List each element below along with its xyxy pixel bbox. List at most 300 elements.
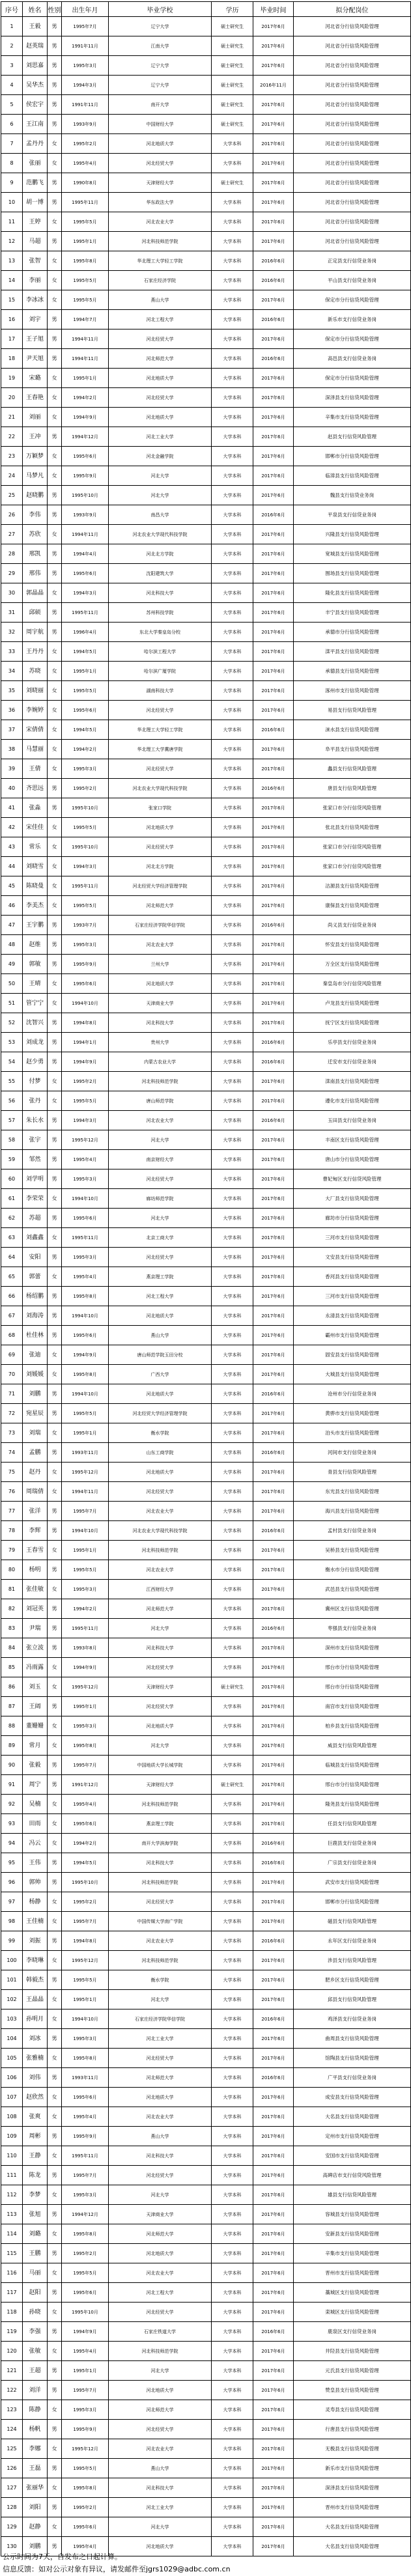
table-row	[1, 290, 411, 310]
gender-cell: 男	[48, 1638, 62, 1658]
gender-cell: 男	[48, 1052, 62, 1072]
degree-cell: 大学本科	[212, 1169, 253, 1189]
gender-cell: 男	[48, 173, 62, 193]
school-cell: 河北科技师范学院	[109, 1873, 212, 1892]
name-cell: 赵维	[23, 935, 48, 955]
grad-date-cell: 2017年6月	[253, 56, 294, 76]
degree-cell: 大学本科	[212, 1423, 253, 1443]
post-cell: 魏县支行信贷业务岗	[294, 486, 411, 505]
grad-date-cell: 2017年6月	[253, 1580, 294, 1599]
name-cell: 刘鹏	[23, 1384, 48, 1404]
birth-cell: 1995年2月	[62, 134, 109, 154]
table-body	[1, 17, 411, 2556]
post-cell: 东光县支行信贷风险管理	[294, 1482, 411, 1502]
name-cell: 王毅	[23, 17, 48, 36]
birth-cell: 1995年9月	[62, 2127, 109, 2146]
birth-cell: 1995年5月	[62, 2263, 109, 2283]
gender-cell: 男	[48, 1853, 62, 1873]
grad-date-cell: 2017年6月	[253, 1814, 294, 1834]
grad-date-cell: 2017年6月	[253, 994, 294, 1013]
name-cell: 尹瑞	[23, 1619, 48, 1638]
degree-cell: 大学本科	[212, 2185, 253, 2205]
grad-date-cell: 2017年6月	[253, 2244, 294, 2263]
table-row	[1, 1384, 411, 1404]
degree-cell: 大学本科	[212, 2400, 253, 2420]
degree-cell: 大学本科	[212, 837, 253, 857]
birth-cell: 1995年8月	[62, 2049, 109, 2068]
birth-cell: 1994年11月	[62, 329, 109, 349]
degree-cell: 大学本科	[212, 1150, 253, 1169]
post-cell: 武安市支行信贷风险管理	[294, 1873, 411, 1892]
name-cell: 杜佳林	[23, 1326, 48, 1345]
table-row	[1, 2459, 411, 2478]
post-cell: 迁安市支行信贷业务岗	[294, 1052, 411, 1072]
school-cell: 河北经贸大学	[109, 759, 212, 779]
name-cell: 王磊	[23, 2459, 48, 2478]
birth-cell: 1994年2月	[62, 1834, 109, 1853]
degree-cell: 大学本科	[212, 2224, 253, 2244]
school-cell: 河北科技大学	[109, 1853, 212, 1873]
grad-date-cell: 2016年6月	[253, 1834, 294, 1853]
grad-date-cell: 2017年6月	[253, 447, 294, 466]
birth-cell: 1995年6月	[62, 1814, 109, 1834]
grad-date-cell: 2017年6月	[253, 876, 294, 896]
gender-cell: 男	[48, 955, 62, 974]
birth-cell: 1994年3月	[62, 583, 109, 603]
name-cell: 韩毅杰	[23, 1970, 48, 1990]
name-cell: 常乐	[23, 837, 48, 857]
grad-date-cell: 2017年6月	[253, 329, 294, 349]
seq-cell: 63	[1, 1228, 23, 1248]
post-cell: 阜平县支行信贷风险管理	[294, 740, 411, 759]
post-cell: 安国市支行信贷风险管理	[294, 2146, 411, 2166]
birth-cell: 1995年6月	[62, 2517, 109, 2537]
grad-date-cell: 2017年6月	[253, 818, 294, 837]
birth-cell: 1995年1月	[62, 1990, 109, 2009]
birth-cell: 1994年2月	[62, 388, 109, 408]
birth-cell: 1991年11月	[62, 36, 109, 56]
seq-cell: 48	[1, 935, 23, 955]
gender-cell: 男	[48, 17, 62, 36]
seq-cell: 118	[1, 2303, 23, 2322]
grad-date-cell: 2016年6月	[253, 1033, 294, 1052]
name-cell: 张宇	[23, 1130, 48, 1150]
header-degree: 学历	[212, 2, 253, 17]
name-cell: 王晴	[23, 974, 48, 994]
grad-date-cell: 2017年6月	[253, 1677, 294, 1697]
table-row	[1, 2205, 411, 2224]
table-row	[1, 1599, 411, 1619]
table-row	[1, 1834, 411, 1853]
birth-cell: 1995年4月	[62, 2342, 109, 2361]
post-cell: 孟村县支行信贷业务岗	[294, 1521, 411, 1541]
gender-cell: 女	[48, 857, 62, 876]
name-cell: 刘思嘉	[23, 56, 48, 76]
name-cell: 陈静	[23, 2400, 48, 2420]
birth-cell: 1995年1月	[62, 232, 109, 251]
birth-cell: 1995年2月	[62, 1072, 109, 1091]
birth-cell: 1995年10月	[62, 1873, 109, 1892]
table-row	[1, 1502, 411, 1521]
post-cell: 涿州市支行信贷风险管理	[294, 681, 411, 701]
post-cell: 辛集市支行信贷风险管理	[294, 2244, 411, 2263]
school-cell: 河北经贸大学经济管理学院	[109, 876, 212, 896]
gender-cell: 男	[48, 2068, 62, 2088]
school-cell: 唐山师范学院	[109, 1091, 212, 1111]
degree-cell: 大学本科	[212, 798, 253, 818]
birth-cell: 1993年11月	[62, 2068, 109, 2088]
degree-cell: 大学本科	[212, 1013, 253, 1033]
birth-cell: 1995年11月	[62, 193, 109, 212]
grad-date-cell: 2017年6月	[253, 1228, 294, 1248]
gender-cell: 女	[48, 212, 62, 232]
name-cell: 王超	[23, 2361, 48, 2381]
seq-cell: 14	[1, 271, 23, 290]
gender-cell: 女	[48, 1677, 62, 1697]
gender-cell: 女	[48, 1736, 62, 1756]
gender-cell: 女	[48, 759, 62, 779]
seq-cell: 106	[1, 2068, 23, 2088]
gender-cell: 男	[48, 544, 62, 564]
table-row	[1, 1033, 411, 1052]
degree-cell: 大学本科	[212, 2009, 253, 2029]
name-cell: 田雨	[23, 1814, 48, 1834]
table-row	[1, 388, 411, 408]
post-cell: 衡水市分行信贷风险管理	[294, 1560, 411, 1580]
post-cell: 武邑县支行信贷风险管理	[294, 1580, 411, 1599]
name-cell: 赵丹	[23, 1463, 48, 1482]
degree-cell: 大学本科	[212, 1091, 253, 1111]
seq-cell: 117	[1, 2283, 23, 2303]
grad-date-cell: 2017年6月	[253, 2381, 294, 2400]
name-cell: 王阔	[23, 1697, 48, 1716]
grad-date-cell: 2017年6月	[253, 2498, 294, 2517]
seq-cell: 64	[1, 1248, 23, 1267]
school-cell: 河北地质大学	[109, 1716, 212, 1736]
gender-cell: 男	[48, 1111, 62, 1130]
gender-cell: 男	[48, 1873, 62, 1892]
table-row	[1, 603, 411, 623]
degree-cell: 大学本科	[212, 2146, 253, 2166]
gender-cell: 女	[48, 525, 62, 544]
birth-cell: 1995年9月	[62, 2420, 109, 2439]
grad-date-cell: 2017年6月	[253, 36, 294, 56]
post-cell: 吴桥县支行信贷风险管理	[294, 1541, 411, 1560]
name-cell: 刘冰	[23, 2029, 48, 2049]
name-cell: 张丹	[23, 1091, 48, 1111]
degree-cell: 大学本科	[212, 955, 253, 974]
birth-cell: 1995年4月	[62, 154, 109, 173]
post-cell: 临漳县支行信贷风险管理	[294, 466, 411, 486]
birth-cell: 1994年11月	[62, 349, 109, 369]
degree-cell: 大学本科	[212, 1658, 253, 1677]
birth-cell: 1994年11月	[62, 525, 109, 544]
school-cell: 唐山师范学院玉田分校	[109, 1345, 212, 1365]
school-cell: 河北地质大学	[109, 134, 212, 154]
name-cell: 万颖梦	[23, 447, 48, 466]
birth-cell: 1995年7月	[62, 1502, 109, 1521]
seq-cell: 130	[1, 2537, 23, 2556]
name-cell: 王晶晶	[23, 1990, 48, 2009]
degree-cell: 大学本科	[212, 1267, 253, 1287]
post-cell: 容城县支行信贷风险管理	[294, 2205, 411, 2224]
grad-date-cell: 2016年6月	[253, 251, 294, 271]
gender-cell: 男	[48, 95, 62, 115]
school-cell: 石家庄经济学院华信学院	[109, 916, 212, 935]
degree-cell: 大学本科	[212, 1463, 253, 1482]
degree-cell: 大学本科	[212, 369, 253, 388]
grad-date-cell: 2017年6月	[253, 642, 294, 662]
gender-cell: 男	[48, 1756, 62, 1775]
post-cell: 晋州市支行信贷风险管理	[294, 2498, 411, 2517]
post-cell: 河北省分行信贷风险管理	[294, 56, 411, 76]
degree-cell: 大学本科	[212, 1834, 253, 1853]
degree-cell: 大学本科	[212, 1033, 253, 1052]
school-cell: 南开大学滨海学院	[109, 1834, 212, 1853]
seq-cell: 83	[1, 1619, 23, 1638]
name-cell: 杨明	[23, 1560, 48, 1580]
seq-cell: 119	[1, 2322, 23, 2342]
school-cell: 河北科技大学	[109, 2478, 212, 2498]
gender-cell: 女	[48, 2439, 62, 2459]
birth-cell: 1994年10月	[62, 994, 109, 1013]
school-cell: 东北大学秦皇岛分校	[109, 623, 212, 642]
name-cell: 冯雨露	[23, 1658, 48, 1677]
birth-cell: 1995年5月	[62, 271, 109, 290]
name-cell: 陈龙	[23, 2166, 48, 2185]
grad-date-cell: 2016年6月	[253, 720, 294, 740]
table-row	[1, 779, 411, 798]
birth-cell: 1995年1月	[62, 1697, 109, 1716]
table-row	[1, 818, 411, 837]
birth-cell: 1994年10月	[62, 1521, 109, 1541]
birth-cell: 1995年3月	[62, 1580, 109, 1599]
post-cell: 曲周县支行信贷风险管理	[294, 2029, 411, 2049]
school-cell: 河北科技师范学院	[109, 1072, 212, 1091]
grad-date-cell: 2017年6月	[253, 466, 294, 486]
degree-cell: 大学本科	[212, 1072, 253, 1091]
grad-date-cell: 2017年6月	[253, 154, 294, 173]
school-cell: 北京工商大学	[109, 1228, 212, 1248]
post-cell: 蠡县支行信贷风险管理	[294, 759, 411, 779]
degree-cell: 大学本科	[212, 486, 253, 505]
gender-cell: 女	[48, 1267, 62, 1287]
birth-cell: 1995年8月	[62, 2478, 109, 2498]
table-row	[1, 1228, 411, 1248]
seq-cell: 4	[1, 76, 23, 95]
name-cell: 张敏	[23, 2342, 48, 2361]
name-cell: 周彬	[23, 2127, 48, 2146]
name-cell: 刘玉	[23, 1677, 48, 1697]
grad-date-cell: 2017年6月	[253, 1209, 294, 1228]
school-cell: 燕山大学	[109, 2127, 212, 2146]
degree-cell: 大学本科	[212, 2029, 253, 2049]
seq-cell: 103	[1, 2009, 23, 2029]
gender-cell: 女	[48, 1463, 62, 1482]
degree-cell: 大学本科	[212, 2498, 253, 2517]
grad-date-cell: 2017年6月	[253, 427, 294, 447]
grad-date-cell: 2017年6月	[253, 1541, 294, 1560]
post-cell: 威县支行信贷风险管理	[294, 1736, 411, 1756]
school-cell: 苏州科技学院	[109, 603, 212, 623]
degree-cell: 大学本科	[212, 212, 253, 232]
seq-cell: 11	[1, 212, 23, 232]
name-cell: 宋佳佳	[23, 818, 48, 837]
gender-cell: 男	[48, 486, 62, 505]
table-row	[1, 1091, 411, 1111]
school-cell: 山东工商学院	[109, 1443, 212, 1463]
grad-date-cell: 2016年6月	[253, 1384, 294, 1404]
post-cell: 隆化县支行信贷风险管理	[294, 583, 411, 603]
gender-cell: 女	[48, 1658, 62, 1677]
table-row	[1, 329, 411, 349]
grad-date-cell: 2016年6月	[253, 916, 294, 935]
degree-cell: 大学本科	[212, 310, 253, 329]
school-cell: 河北农业大学	[109, 1560, 212, 1580]
degree-cell: 大学本科	[212, 779, 253, 798]
grad-date-cell: 2017年6月	[253, 2185, 294, 2205]
table-row	[1, 740, 411, 759]
school-cell: 河北地质大学	[109, 2088, 212, 2107]
name-cell: 侯宏宇	[23, 95, 48, 115]
seq-cell: 102	[1, 1990, 23, 2009]
grad-date-cell: 2017年6月	[253, 1697, 294, 1716]
gender-cell: 男	[48, 115, 62, 134]
name-cell: 赵英瑞	[23, 36, 48, 56]
gender-cell: 男	[48, 1287, 62, 1306]
name-cell: 王冲	[23, 427, 48, 447]
name-cell: 刘鑫鑫	[23, 1228, 48, 1248]
post-cell: 承德市分行信贷风险管理	[294, 623, 411, 642]
degree-cell: 硕士研究生	[212, 36, 253, 56]
grad-date-cell: 2016年6月	[253, 310, 294, 329]
name-cell: 刘学明	[23, 1169, 48, 1189]
school-cell: 河北经贸大学	[109, 329, 212, 349]
school-cell: 河北经贸大学	[109, 2303, 212, 2322]
seq-cell: 75	[1, 1463, 23, 1482]
table-row	[1, 1716, 411, 1736]
grad-date-cell: 2017年6月	[253, 1189, 294, 1209]
table-row	[1, 349, 411, 369]
degree-cell: 大学本科	[212, 1306, 253, 1326]
grad-date-cell: 2017年6月	[253, 1091, 294, 1111]
gender-cell: 女	[48, 818, 62, 837]
gender-cell: 女	[48, 2049, 62, 2068]
school-cell: 沈阳建筑大学	[109, 564, 212, 583]
grad-date-cell: 2017年6月	[253, 2303, 294, 2322]
gender-cell: 女	[48, 662, 62, 681]
birth-cell: 1995年1月	[62, 2361, 109, 2381]
gender-cell: 女	[48, 2400, 62, 2420]
grad-date-cell: 2017年6月	[253, 1345, 294, 1365]
gender-cell: 男	[48, 1502, 62, 1521]
school-cell: 燕山大学	[109, 2459, 212, 2478]
post-cell: 兴隆县支行信贷风险管理	[294, 525, 411, 544]
birth-cell: 1995年5月	[62, 1970, 109, 1990]
seq-cell: 88	[1, 1716, 23, 1736]
gender-cell: 女	[48, 1951, 62, 1970]
table-row	[1, 2400, 411, 2420]
table-row	[1, 1326, 411, 1345]
birth-cell: 1991年11月	[62, 95, 109, 115]
school-cell: 河北农业大学	[109, 1502, 212, 1521]
birth-cell: 1995年5月	[62, 818, 109, 837]
birth-cell: 1995年3月	[62, 1716, 109, 1736]
table-row	[1, 486, 411, 505]
school-cell: 贵州大学	[109, 1033, 212, 1052]
birth-cell: 1995年10月	[62, 2303, 109, 2322]
school-cell: 江南大学	[109, 36, 212, 56]
school-cell: 河北农业大学现代科技学院	[109, 779, 212, 798]
degree-cell: 大学本科	[212, 623, 253, 642]
table-row	[1, 1853, 411, 1873]
grad-date-cell: 2017年6月	[253, 1756, 294, 1775]
gender-cell: 男	[48, 1130, 62, 1150]
degree-cell: 硕士研究生	[212, 1775, 253, 1795]
table-row	[1, 1756, 411, 1775]
gender-cell: 男	[48, 2283, 62, 2303]
post-cell: 巨鹿县支行信贷业务岗	[294, 1834, 411, 1853]
degree-cell: 大学本科	[212, 2322, 253, 2342]
birth-cell: 1994年4月	[62, 544, 109, 564]
name-cell: 张雅楠	[23, 2049, 48, 2068]
post-cell: 定州市支行信贷风险管理	[294, 2127, 411, 2146]
post-cell: 安新县支行信贷风险管理	[294, 2224, 411, 2244]
grad-date-cell: 2017年6月	[253, 2107, 294, 2127]
post-cell: 邢台市分行信贷风险管理	[294, 1658, 411, 1677]
grad-date-cell: 2016年6月	[253, 2068, 294, 2088]
feedback-contact-note: 信息反馈：如对公示对象有异议，请发邮件至jgrs1029@adbc.com.cn	[3, 2565, 231, 2573]
name-cell: 王静	[23, 2146, 48, 2166]
birth-cell: 1994年12月	[62, 427, 109, 447]
grad-date-cell: 2017年6月	[253, 17, 294, 36]
seq-cell: 10	[1, 193, 23, 212]
birth-cell: 1990年8月	[62, 173, 109, 193]
post-cell: 深泽县支行信贷风险管理	[294, 388, 411, 408]
post-cell: 霸州市支行信贷风险管理	[294, 1326, 411, 1345]
table-row	[1, 466, 411, 486]
grad-date-cell: 2017年6月	[253, 583, 294, 603]
school-cell: 河北师范大学	[109, 896, 212, 916]
degree-cell: 大学本科	[212, 1130, 253, 1150]
seq-cell: 43	[1, 837, 23, 857]
birth-cell: 1995年5月	[62, 1560, 109, 1580]
seq-cell: 86	[1, 1677, 23, 1697]
degree-cell: 大学本科	[212, 994, 253, 1013]
seq-cell: 36	[1, 701, 23, 720]
grad-date-cell: 2017年6月	[253, 2478, 294, 2498]
table-row	[1, 974, 411, 994]
table-row	[1, 1150, 411, 1169]
table-row	[1, 2029, 411, 2049]
name-cell: 李美杰	[23, 896, 48, 916]
gender-cell: 男	[48, 56, 62, 76]
post-cell: 隆尧县支行信贷风险管理	[294, 1795, 411, 1814]
birth-cell: 1995年3月	[62, 2400, 109, 2420]
school-cell: 河北科技师范学院	[109, 1795, 212, 1814]
school-cell: 华东政法大学	[109, 193, 212, 212]
seq-cell: 68	[1, 1326, 23, 1345]
school-cell: 河北工程大学	[109, 2283, 212, 2303]
birth-cell: 1994年8月	[62, 1931, 109, 1951]
name-cell: 宋倩倩	[23, 720, 48, 740]
table-row	[1, 1814, 411, 1834]
gender-cell: 女	[48, 2517, 62, 2537]
name-cell: 张爽	[23, 2107, 48, 2127]
table-row	[1, 1169, 411, 1189]
gender-cell: 男	[48, 1599, 62, 1619]
grad-date-cell: 2017年6月	[253, 1560, 294, 1580]
